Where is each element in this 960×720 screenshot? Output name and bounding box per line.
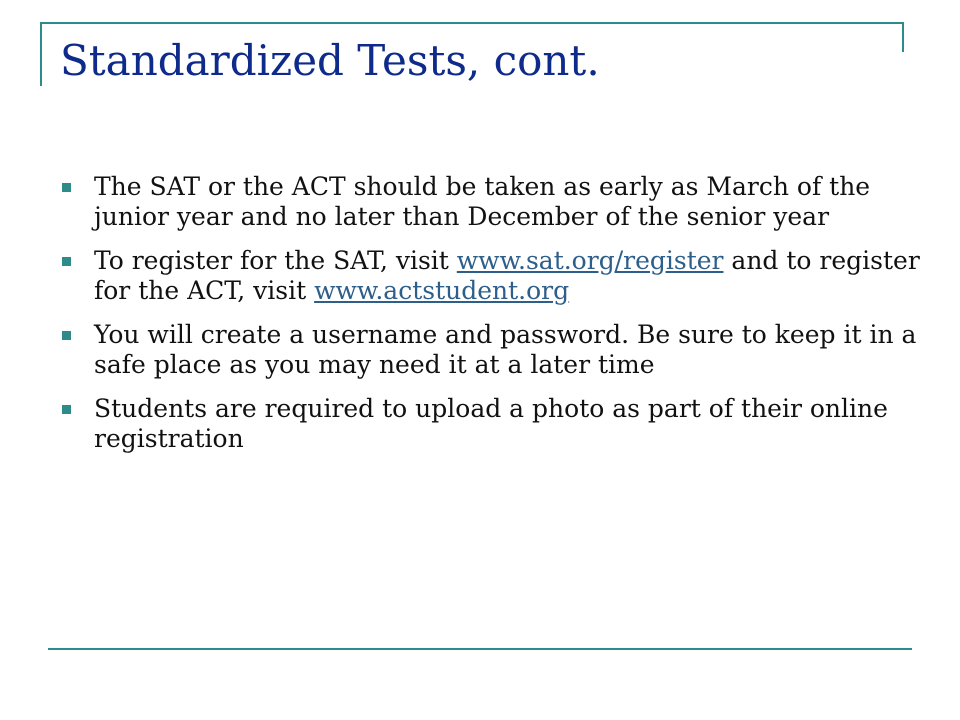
square-bullet-icon (62, 405, 71, 414)
square-bullet-icon (62, 257, 71, 266)
act-student-link[interactable]: www.actstudent.org (314, 276, 570, 305)
square-bullet-icon (62, 183, 71, 192)
bullet-text: You will create a username and password. Be sure to keep it in a safe place as you may need it at a later time (94, 320, 917, 379)
bullet-text: To register for the SAT, visit (94, 246, 457, 275)
square-bullet-icon (62, 331, 71, 340)
bullet-list (62, 172, 922, 468)
frame-right-line (902, 22, 904, 52)
slide-title: Standardized Tests, cont. (60, 36, 600, 85)
frame-bottom-line (48, 648, 912, 650)
sat-register-link[interactable]: www.sat.org/register (456, 246, 724, 275)
bullet-item-photo (62, 394, 922, 454)
bullet-item-credentials (62, 320, 922, 380)
bullet-item-test-timing (62, 172, 922, 232)
frame-top-line (40, 22, 904, 24)
frame-left-line (40, 22, 42, 86)
bullet-text: The SAT or the ACT should be taken as early as March of the junior year and no later than December of the senior year (94, 172, 871, 231)
bullet-text: Students are required to upload a photo as part of their online registration (94, 394, 888, 453)
bullet-item-registration (62, 246, 922, 306)
bullet-text: and to register for the ACT, visit (94, 246, 920, 305)
